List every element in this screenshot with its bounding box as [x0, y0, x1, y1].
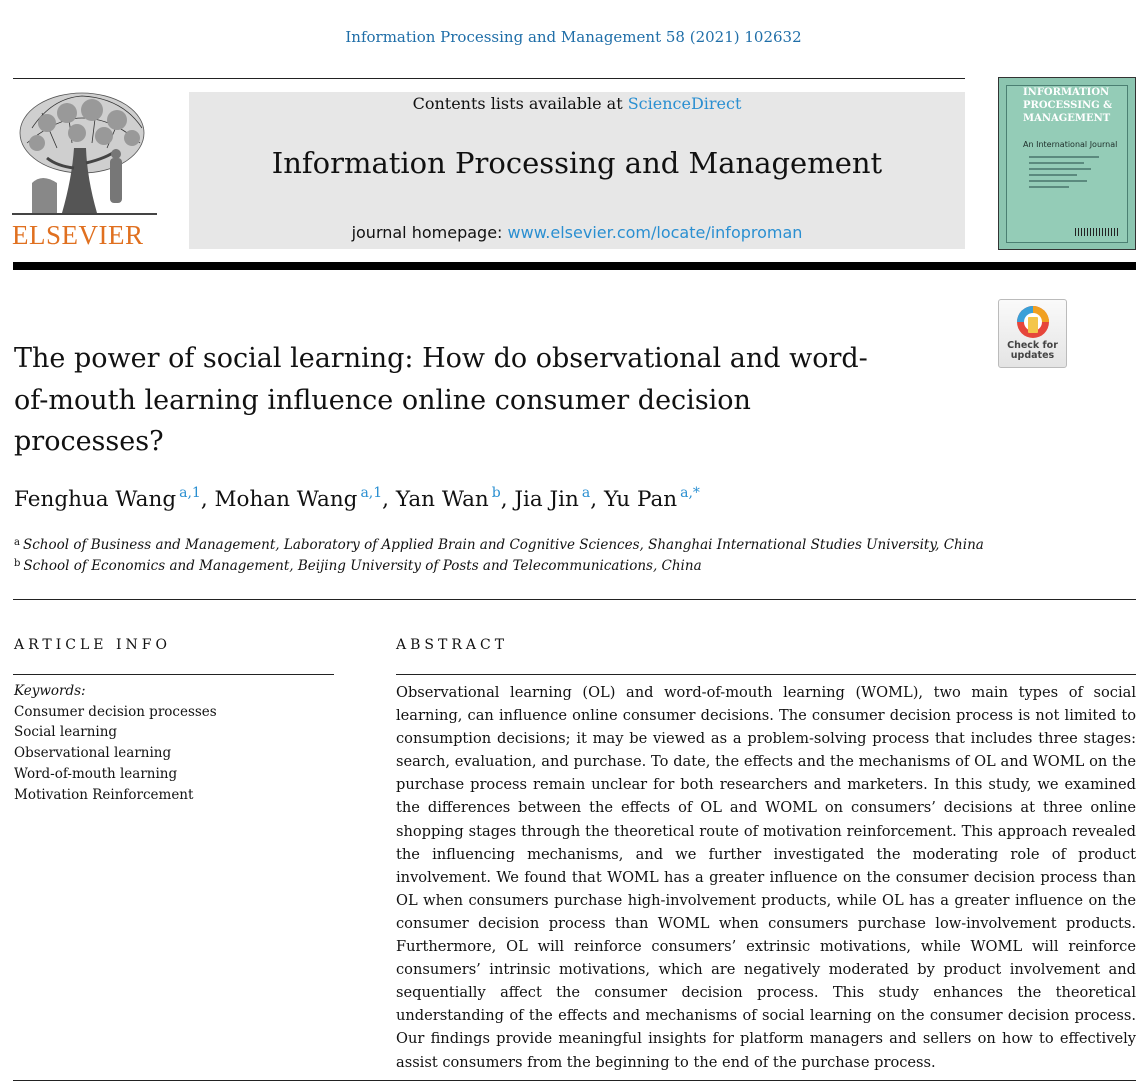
check-updates-label: Check for updates	[1007, 340, 1058, 361]
keyword: Observational learning	[14, 745, 172, 762]
author-name[interactable]: Mohan Wang	[214, 487, 358, 512]
author-affiliation-mark[interactable]: a,1	[360, 485, 383, 501]
author-name[interactable]: Fenghua Wang	[14, 487, 177, 512]
affiliation-mark: a	[14, 537, 20, 548]
article-title: The power of social learning: How do observational and word-of-mouth learning influence online consumer decision processes?	[14, 343, 868, 457]
affiliation-text: School of Economics and Management, Beijing University of Posts and Telecommunications, China	[23, 558, 702, 574]
affiliation-text: School of Business and Management, Laboratory of Applied Brain and Cognitive Sciences, Shanghai International Studies University, China	[22, 537, 984, 553]
affiliation-a	[14, 537, 984, 553]
crossmark-icon	[1015, 304, 1051, 340]
abstract-body: Observational learning (OL) and word-of-mouth learning (WOML), two main types of social learning, can influence online consumer decisions. The consumer decision process is not limited to consumption decisions; it may be viewed as a problem-solving process that includes three stages: search, evaluation, and purchase. To date, the effects and the mechanisms of OL and WOML on the purchase process remain unclear for both researchers and marketers. In this study, we examined the differences between the effects of OL and WOML on consumers’ decisions at three online shopping stages through the theoretical route of motivation reinforcement. This approach revealed the influencing mechanisms, and we further investigated the moderating role of product involvement. We found that WOML has a greater influence on the consumer decision process than OL when consumers purchase high-involvement products, while OL has a greater influence on the consumer decision process than WOML when consumers purchase low-involvement products. Furthermore, OL will reinforce consumers’ extrinsic motivations, while WOML will reinforce consumers’ intrinsic motivations, which are negatively moderated by product involvement and sequentially affect the consumer decision process. This study enhances the theoretical understanding of the effects and mechanisms of social learning on the consumer decision process. Our findings provide meaningful insights for platform managers and sellers on how to effectively assist consumers from the beginning to the end of the purchase process.	[396, 684, 1136, 1071]
keywords-list	[14, 681, 217, 805]
journal-title: Information Processing and Management	[271, 146, 883, 180]
homepage-prefix: journal homepage:	[351, 223, 508, 242]
affiliation-mark: b	[14, 558, 21, 569]
bottom-rule	[13, 1080, 1136, 1081]
tree-logo-icon	[12, 88, 157, 218]
cover-subtitle: An International Journal	[1023, 140, 1118, 149]
header-thick-rule	[13, 262, 1136, 270]
author-affiliation-mark[interactable]: a,1	[179, 485, 201, 501]
article-info-rule	[13, 674, 334, 675]
author-affiliation-mark[interactable]: a	[581, 485, 591, 501]
section-divider	[13, 599, 1136, 600]
homepage-line	[189, 223, 965, 242]
header-divider	[13, 78, 965, 79]
journal-cover[interactable]	[998, 77, 1136, 250]
contents-line	[189, 94, 965, 113]
cover-editor-lines	[1029, 156, 1109, 192]
contents-prefix: Contents lists available at	[412, 94, 628, 113]
journal-homepage-link[interactable]: www.elsevier.com/locate/infoproman	[507, 223, 803, 242]
author-affiliation-mark[interactable]: a,*	[680, 485, 700, 501]
author-name[interactable]: Yu Pan	[603, 487, 678, 512]
keywords-label: Keywords:	[14, 683, 86, 699]
author-name[interactable]: Jia Jin	[514, 487, 579, 512]
keyword: Motivation Reinforcement	[14, 786, 194, 803]
abstract-rule	[396, 674, 1136, 675]
publisher-name: ELSEVIER	[12, 220, 144, 250]
journal-banner	[189, 92, 965, 249]
journal-citation: Information Processing and Management 58 (2021) 102632	[345, 28, 802, 46]
sciencedirect-link[interactable]: ScienceDirect	[627, 94, 742, 113]
cover-title: INFORMATION PROCESSING & MANAGEMENT	[1023, 87, 1113, 124]
barcode-icon	[1075, 228, 1119, 236]
author-list: Fenghua Wang $^{a,1}$, Mohan Wang $^{a,1}$, Yan Wan $^b$, Jia Jin $^a$, Yu Pan $^{a,*}$	[14, 485, 700, 512]
keyword: Consumer decision processes	[14, 703, 217, 720]
author-affiliation-mark[interactable]: b	[491, 485, 501, 501]
abstract-heading: ABSTRACT	[396, 637, 509, 653]
article-info-heading: ARTICLE INFO	[14, 637, 171, 653]
keyword: Word-of-mouth learning	[14, 765, 178, 782]
author-name[interactable]: Yan Wan	[395, 487, 489, 512]
publisher-logo[interactable]	[12, 88, 157, 250]
check-for-updates-button[interactable]	[998, 299, 1067, 368]
keyword: Social learning	[14, 724, 118, 741]
affiliation-b	[14, 558, 702, 574]
